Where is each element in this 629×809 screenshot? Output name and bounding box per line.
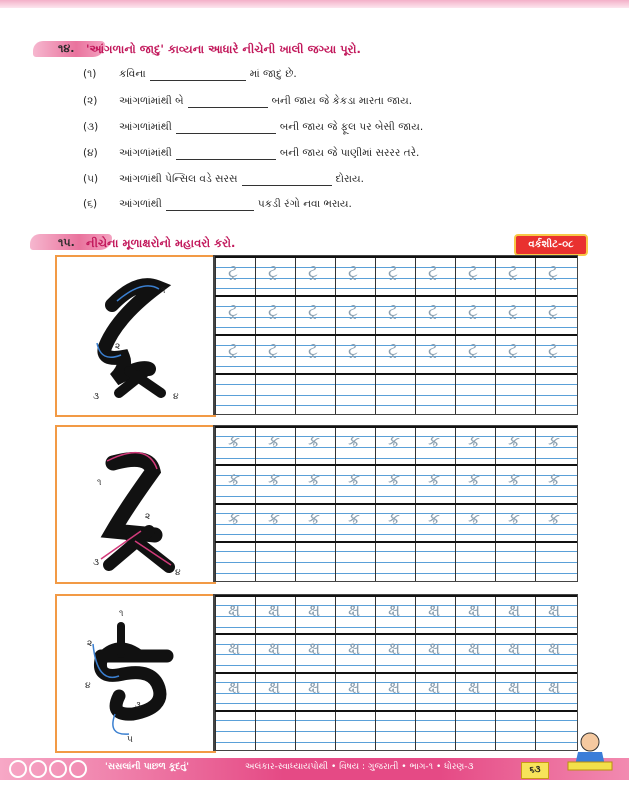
dotted-trace-letter: ક્ર (228, 470, 241, 491)
dotted-trace-letter: ક્ર (308, 432, 321, 452)
practice-cell[interactable] (335, 505, 376, 543)
stroke-number: ૪ (175, 568, 181, 578)
dotted-trace-letter: ક્ષ (468, 677, 481, 698)
item-number: (૨) (83, 95, 98, 107)
practice-row (215, 595, 577, 635)
item-suffix-text: બની જાય જે કેકડા મારતા જાય. (271, 95, 413, 107)
practice-cell[interactable] (335, 428, 376, 466)
dotted-trace-letter: ટ્ર (508, 262, 518, 282)
practice-row (215, 633, 577, 673)
stroke-number: ૧ (97, 478, 102, 488)
practice-row (215, 426, 577, 466)
practice-cell[interactable] (455, 674, 496, 712)
practice-cell[interactable] (255, 258, 296, 297)
practice-cell[interactable] (495, 712, 536, 750)
item-number: (૧) (83, 68, 97, 80)
practice-cell[interactable] (495, 258, 536, 297)
item-number: (૩) (83, 121, 99, 133)
practice-cell[interactable] (375, 635, 416, 673)
dotted-trace-letter: ક્ષ (428, 639, 441, 660)
practice-cell[interactable] (255, 428, 296, 466)
practice-cell[interactable] (535, 505, 576, 543)
practice-cell[interactable] (215, 635, 256, 673)
practice-cell[interactable] (375, 712, 416, 750)
dotted-trace-letter: ક્ર (468, 470, 481, 491)
fill-blank-item (83, 121, 423, 134)
practice-cell[interactable] (455, 375, 496, 414)
answer-blank[interactable] (176, 123, 276, 134)
dotted-trace-letter: ટ્ર (268, 301, 278, 321)
fill-blank-item (83, 198, 352, 211)
practice-cell[interactable] (495, 635, 536, 673)
dotted-trace-letter: ક્ર (428, 470, 441, 491)
practice-grid-1 (213, 255, 578, 415)
practice-cell[interactable] (495, 336, 536, 375)
item-prefix-text: આંગળાંમાંથી (119, 147, 172, 159)
q15-title: નીચેના મૂળાક્ષરોનો મહાવરો કરો. (86, 236, 236, 250)
practice-cell[interactable] (255, 597, 296, 635)
practice-cell[interactable] (455, 543, 496, 581)
item-suffix-text: બની જાય જે પાણીમાં સરરર તરે. (279, 147, 420, 159)
practice-row (215, 334, 577, 375)
practice-cell[interactable] (335, 712, 376, 750)
practice-row (215, 373, 577, 414)
practice-cell[interactable] (215, 712, 256, 750)
dotted-trace-letter: ક્ર (388, 470, 401, 491)
dotted-trace-letter: ક્ર (428, 432, 441, 452)
worksheet-badge: વર્કશીટ-૦૮ (514, 234, 588, 256)
dotted-trace-letter: ટ્ર (308, 301, 318, 321)
practice-cell[interactable] (255, 635, 296, 673)
dotted-trace-letter: ક્ર (268, 470, 281, 491)
answer-blank[interactable] (242, 175, 332, 186)
dotted-trace-letter: ક્ર (508, 432, 521, 452)
practice-cell[interactable] (535, 336, 576, 375)
practice-cell[interactable] (295, 258, 336, 297)
dotted-trace-letter: ટ્ર (388, 262, 398, 282)
practice-cell[interactable] (215, 543, 256, 581)
practice-row (215, 295, 577, 336)
dotted-trace-letter: ટ્ર (428, 301, 438, 321)
practice-cell[interactable] (295, 674, 336, 712)
practice-cell[interactable] (495, 466, 536, 504)
item-prefix-text: આંગળાંથી પેન્સિલ વડે સરસ (119, 173, 238, 185)
practice-cell[interactable] (335, 258, 376, 297)
practice-cell[interactable] (335, 336, 376, 375)
practice-cell[interactable] (255, 297, 296, 336)
letter-panel-3 (55, 594, 216, 753)
practice-cell[interactable] (495, 375, 536, 414)
footer-left-text: 'સસલાંની પાછળ કૂદતું' (105, 762, 190, 772)
practice-cell[interactable] (255, 336, 296, 375)
stroke-number: ૪ (85, 681, 91, 691)
practice-cell[interactable] (215, 597, 256, 635)
practice-row (215, 541, 577, 581)
item-number: (૪) (83, 147, 98, 159)
practice-cell[interactable] (495, 505, 536, 543)
dotted-trace-letter: ક્ર (388, 508, 401, 529)
stroke-number: ૧ (119, 609, 124, 619)
practice-cell[interactable] (455, 466, 496, 504)
dotted-trace-letter: ક્ર (508, 470, 521, 491)
practice-cell[interactable] (215, 297, 256, 336)
dotted-trace-letter: ક્ર (228, 508, 241, 529)
child-reading-illustration (560, 728, 620, 778)
practice-cell[interactable] (215, 466, 256, 504)
practice-cell[interactable] (495, 543, 536, 581)
practice-cell[interactable] (375, 297, 416, 336)
practice-cell[interactable] (375, 466, 416, 504)
dotted-trace-letter: ક્ર (548, 470, 561, 491)
dotted-trace-letter: ક્ષ (348, 639, 361, 660)
answer-blank[interactable] (166, 200, 254, 211)
practice-cell[interactable] (495, 297, 536, 336)
dotted-trace-letter: ટ્ર (388, 301, 398, 321)
item-prefix-text: આંગળાંમાંથી (119, 121, 172, 133)
dotted-trace-letter: ક્ર (508, 508, 521, 529)
dotted-trace-letter: ક્ષ (428, 601, 441, 621)
practice-cell[interactable] (415, 375, 456, 414)
practice-cell[interactable] (295, 505, 336, 543)
practice-cell[interactable] (335, 674, 376, 712)
practice-cell[interactable] (295, 297, 336, 336)
dotted-trace-letter: ક્ષ (308, 639, 321, 660)
practice-cell[interactable] (535, 297, 576, 336)
practice-cell[interactable] (335, 597, 376, 635)
dotted-trace-letter: ક્ર (348, 432, 361, 452)
practice-cell[interactable] (335, 635, 376, 673)
practice-cell[interactable] (535, 674, 576, 712)
practice-cell[interactable] (455, 428, 496, 466)
dotted-trace-letter: ટ્ર (508, 301, 518, 321)
practice-cell[interactable] (295, 428, 336, 466)
item-suffix-text: માં જાદુ છે. (249, 68, 297, 80)
letter-panel-1 (55, 255, 216, 417)
dotted-trace-letter: ટ્ર (548, 262, 558, 282)
page-number: ૬૩ (521, 762, 549, 779)
dotted-trace-letter: ક્ષ (308, 601, 321, 621)
dotted-trace-letter: ક્ષ (468, 601, 481, 621)
stroke-number: ૨ (115, 342, 121, 352)
practice-grid-3 (213, 594, 578, 751)
practice-cell[interactable] (535, 635, 576, 673)
dotted-trace-letter: ક્ર (548, 432, 561, 452)
practice-cell[interactable] (295, 712, 336, 750)
practice-cell[interactable] (215, 336, 256, 375)
q14-number: ૧૪. (58, 42, 75, 55)
fill-blank-item (83, 147, 419, 160)
answer-blank[interactable] (176, 149, 276, 160)
practice-cell[interactable] (535, 428, 576, 466)
dotted-trace-letter: ક્ર (228, 432, 241, 452)
dotted-trace-letter: ટ્ર (468, 340, 478, 360)
bottom-margin (0, 780, 629, 809)
practice-cell[interactable] (375, 258, 416, 297)
answer-blank[interactable] (150, 70, 246, 81)
letter-panel-2 (55, 425, 216, 584)
practice-cell[interactable] (535, 543, 576, 581)
practice-cell[interactable] (295, 375, 336, 414)
practice-cell[interactable] (255, 466, 296, 504)
letter-stroke-diagram-1 (57, 257, 214, 415)
dotted-trace-letter: ક્ષ (508, 601, 521, 621)
practice-cell[interactable] (455, 297, 496, 336)
dotted-trace-letter: ટ્ર (428, 262, 438, 282)
stroke-number: ૪ (173, 392, 179, 402)
fill-blank-item (83, 95, 412, 108)
practice-cell[interactable] (295, 597, 336, 635)
practice-cell[interactable] (255, 505, 296, 543)
dotted-trace-letter: ક્ષ (508, 639, 521, 660)
practice-cell[interactable] (335, 297, 376, 336)
dotted-trace-letter: ક્ષ (508, 677, 521, 698)
practice-cell[interactable] (255, 674, 296, 712)
dotted-trace-letter: ક્ષ (388, 677, 401, 698)
practice-grid-2 (213, 425, 578, 582)
practice-row (215, 503, 577, 543)
top-decoration-strip (0, 0, 629, 8)
answer-blank[interactable] (188, 97, 268, 108)
practice-cell[interactable] (375, 505, 416, 543)
practice-cell[interactable] (415, 543, 456, 581)
practice-cell[interactable] (295, 543, 336, 581)
dotted-trace-letter: ક્ષ (228, 601, 241, 621)
q14-title: 'આંગળાનો જાદુ' કાવ્યના આધારે નીચેની ખાલી જગ્યા પૂરો. (86, 42, 361, 56)
dotted-trace-letter: ટ્ર (308, 262, 318, 282)
practice-cell[interactable] (535, 597, 576, 635)
practice-cell[interactable] (335, 543, 376, 581)
dotted-trace-letter: ક્ષ (348, 677, 361, 698)
practice-cell[interactable] (215, 258, 256, 297)
dotted-trace-letter: ક્ર (348, 508, 361, 529)
dotted-trace-letter: ક્ષ (548, 601, 561, 621)
footer-book-info: અલંકાર-સ્વાધ્યાયપોથી • વિષય : ગુજરાતી • ભાગ-૧ • ધોરણ-૩ (245, 762, 474, 772)
dotted-trace-letter: ટ્ર (228, 301, 238, 321)
practice-cell[interactable] (255, 543, 296, 581)
practice-row (215, 710, 577, 750)
dotted-trace-letter: ટ્ર (388, 340, 398, 360)
stroke-number: ૨ (87, 639, 93, 649)
dotted-trace-letter: ક્ષ (428, 677, 441, 698)
practice-cell[interactable] (375, 428, 416, 466)
item-prefix-text: આંગળાંથી (119, 198, 162, 210)
practice-cell[interactable] (415, 428, 456, 466)
dotted-trace-letter: ક્ષ (228, 677, 241, 698)
dotted-trace-letter: ટ્ર (308, 340, 318, 360)
dotted-trace-letter: ક્ર (428, 508, 441, 529)
dotted-trace-letter: ક્ષ (228, 639, 241, 660)
dotted-trace-letter: ટ્ર (268, 340, 278, 360)
practice-cell[interactable] (535, 375, 576, 414)
practice-cell[interactable] (415, 258, 456, 297)
practice-cell[interactable] (455, 336, 496, 375)
dotted-trace-letter: ટ્ર (548, 340, 558, 360)
fill-blank-item (83, 173, 364, 186)
practice-cell[interactable] (455, 635, 496, 673)
practice-cell[interactable] (375, 336, 416, 375)
dotted-trace-letter: ટ્ર (508, 340, 518, 360)
practice-cell[interactable] (295, 635, 336, 673)
practice-cell[interactable] (415, 336, 456, 375)
practice-cell[interactable] (375, 375, 416, 414)
practice-cell[interactable] (415, 466, 456, 504)
item-suffix-text: બની જાય જે ફૂલ પર બેસી જાય. (279, 121, 424, 133)
dotted-trace-letter: ક્ર (308, 508, 321, 529)
dotted-trace-letter: ટ્ર (468, 262, 478, 282)
stroke-number: ૩ (135, 701, 141, 711)
practice-cell[interactable] (415, 635, 456, 673)
item-prefix-text: આંગળાંમાંથી બે (119, 95, 184, 107)
fill-blank-item (83, 68, 297, 81)
item-number: (૬) (83, 198, 98, 210)
item-prefix-text: કવિના (119, 68, 146, 80)
practice-cell[interactable] (415, 297, 456, 336)
practice-row (215, 256, 577, 297)
dotted-trace-letter: ક્ષ (268, 601, 281, 621)
stroke-number: ૫ (127, 735, 133, 745)
practice-cell[interactable] (215, 505, 256, 543)
stroke-number: ૩ (93, 392, 99, 402)
practice-cell[interactable] (535, 466, 576, 504)
practice-cell[interactable] (495, 597, 536, 635)
practice-cell[interactable] (375, 597, 416, 635)
practice-cell[interactable] (415, 674, 456, 712)
dotted-trace-letter: ટ્ર (268, 262, 278, 282)
practice-cell[interactable] (215, 428, 256, 466)
dotted-trace-letter: ટ્ર (348, 340, 358, 360)
dotted-trace-letter: ટ્ર (228, 340, 238, 360)
stroke-number: ૧ (161, 286, 166, 296)
dotted-trace-letter: ક્ર (308, 470, 321, 491)
practice-cell[interactable] (335, 375, 376, 414)
dotted-trace-letter: ક્ષ (388, 601, 401, 621)
practice-cell[interactable] (335, 466, 376, 504)
dotted-trace-letter: ટ્ર (348, 301, 358, 321)
stroke-number: ૩ (93, 558, 99, 568)
item-suffix-text: દોરાય. (335, 173, 364, 185)
practice-cell[interactable] (535, 258, 576, 297)
dotted-trace-letter: ક્ર (388, 432, 401, 452)
practice-cell[interactable] (455, 258, 496, 297)
dotted-trace-letter: ટ્ર (348, 262, 358, 282)
dotted-trace-letter: ક્ર (468, 432, 481, 452)
dotted-trace-letter: ટ્ર (428, 340, 438, 360)
practice-row (215, 464, 577, 504)
practice-cell[interactable] (495, 428, 536, 466)
dotted-trace-letter: ટ્ર (468, 301, 478, 321)
practice-cell[interactable] (255, 712, 296, 750)
footer-ring-decoration (0, 758, 100, 780)
dotted-trace-letter: ક્ષ (268, 639, 281, 660)
practice-cell[interactable] (215, 674, 256, 712)
dotted-trace-letter: ક્ષ (388, 639, 401, 660)
practice-cell[interactable] (215, 375, 256, 414)
q15-number: ૧૫. (58, 236, 75, 249)
practice-cell[interactable] (495, 674, 536, 712)
dotted-trace-letter: ક્ર (468, 508, 481, 529)
dotted-trace-letter: ક્ષ (468, 639, 481, 660)
dotted-trace-letter: ક્ર (268, 432, 281, 452)
practice-cell[interactable] (455, 505, 496, 543)
dotted-trace-letter: ક્ષ (268, 677, 281, 698)
dotted-trace-letter: ક્ષ (548, 677, 561, 698)
practice-cell[interactable] (255, 375, 296, 414)
dotted-trace-letter: ક્ર (548, 508, 561, 529)
item-number: (૫) (83, 173, 99, 185)
dotted-trace-letter: ટ્ર (228, 262, 238, 282)
dotted-trace-letter: ક્ર (348, 470, 361, 491)
practice-cell[interactable] (375, 543, 416, 581)
dotted-trace-letter: ક્ષ (348, 601, 361, 621)
stroke-number: ૨ (145, 512, 151, 522)
letter-stroke-diagram-2 (57, 427, 214, 582)
practice-cell[interactable] (415, 712, 456, 750)
dotted-trace-letter: ક્ષ (548, 639, 561, 660)
dotted-trace-letter: ટ્ર (548, 301, 558, 321)
item-suffix-text: પકડી રંગો નવા ભરાય. (257, 198, 352, 210)
dotted-trace-letter: ક્ષ (308, 677, 321, 698)
practice-cell[interactable] (415, 597, 456, 635)
practice-cell[interactable] (295, 466, 336, 504)
practice-row (215, 672, 577, 712)
practice-cell[interactable] (415, 505, 456, 543)
practice-cell[interactable] (375, 674, 416, 712)
dotted-trace-letter: ક્ર (268, 508, 281, 529)
practice-cell[interactable] (455, 597, 496, 635)
practice-cell[interactable] (295, 336, 336, 375)
letter-stroke-diagram-3 (57, 596, 214, 751)
practice-cell[interactable] (455, 712, 496, 750)
